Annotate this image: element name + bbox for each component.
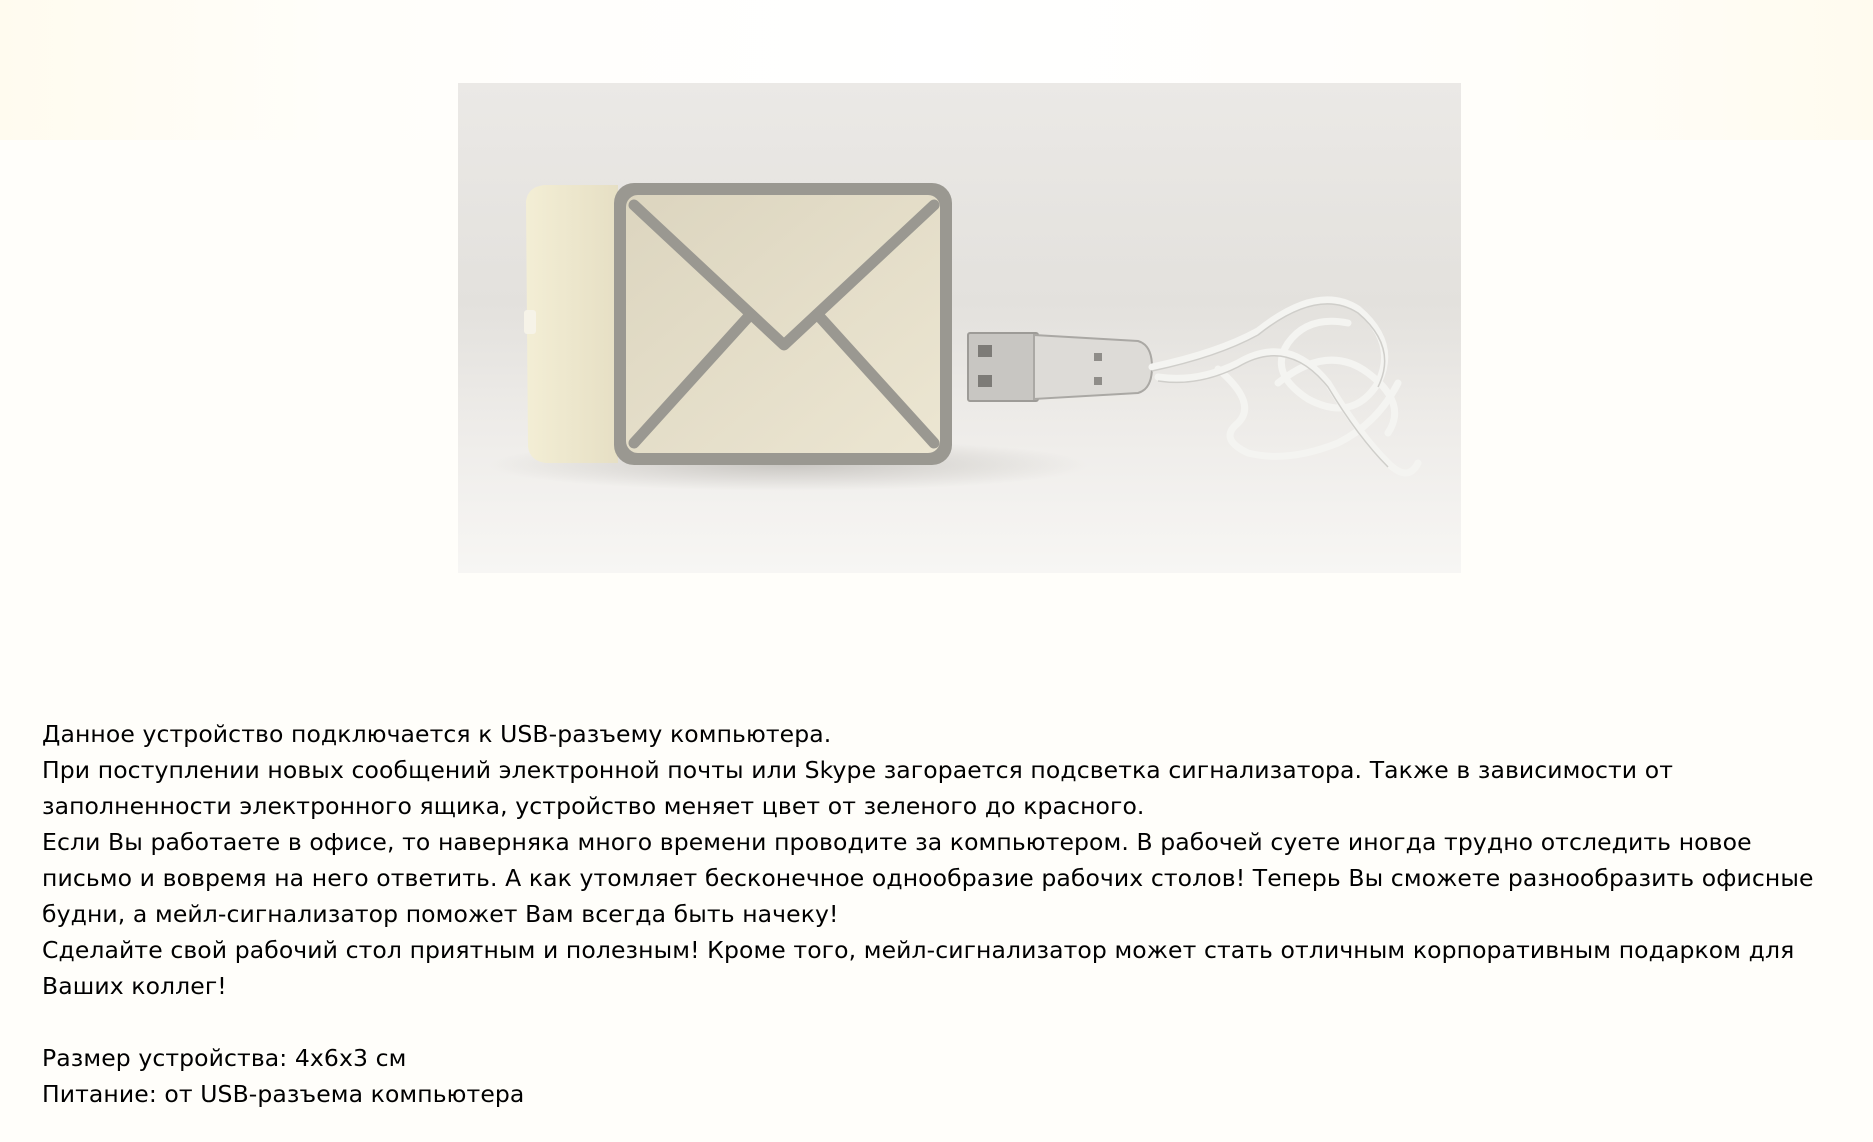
description-paragraph-usb: Данное устройство подключается к USB-разъему компьютера. xyxy=(42,720,832,748)
product-description xyxy=(42,716,1842,1112)
spec-power: Питание: от USB-разъема компьютера xyxy=(42,1080,525,1108)
description-paragraph-gift: Сделайте свой рабочий стол приятным и полезным! Кроме того, мейл-сигнализатор может стать отличным корпоративным подарком для Ваших коллег! xyxy=(42,936,1795,1000)
product-photo xyxy=(458,83,1461,573)
description-paragraph-notifications: При поступлении новых сообщений электронной почты или Skype загорается подсветка сигнализатора. Также в зависимости от заполненности электронного ящика, устройство меняет цвет от зеленого до красного. xyxy=(42,756,1674,820)
description-paragraph-office: Если Вы работаете в офисе, то наверняка много времени проводите за компьютером. В рабочей суете иногда трудно отследить новое письмо и вовремя на него ответить. А как утомляет бесконечное однообразие рабочих столов! Теперь Вы сможете разнообразить офисные будни, а мейл-сигнализатор поможет Вам всегда быть начеку! xyxy=(42,828,1814,928)
paragraph-spacer xyxy=(42,1004,1842,1040)
spec-size: Размер устройства: 4х6х3 см xyxy=(42,1044,407,1072)
